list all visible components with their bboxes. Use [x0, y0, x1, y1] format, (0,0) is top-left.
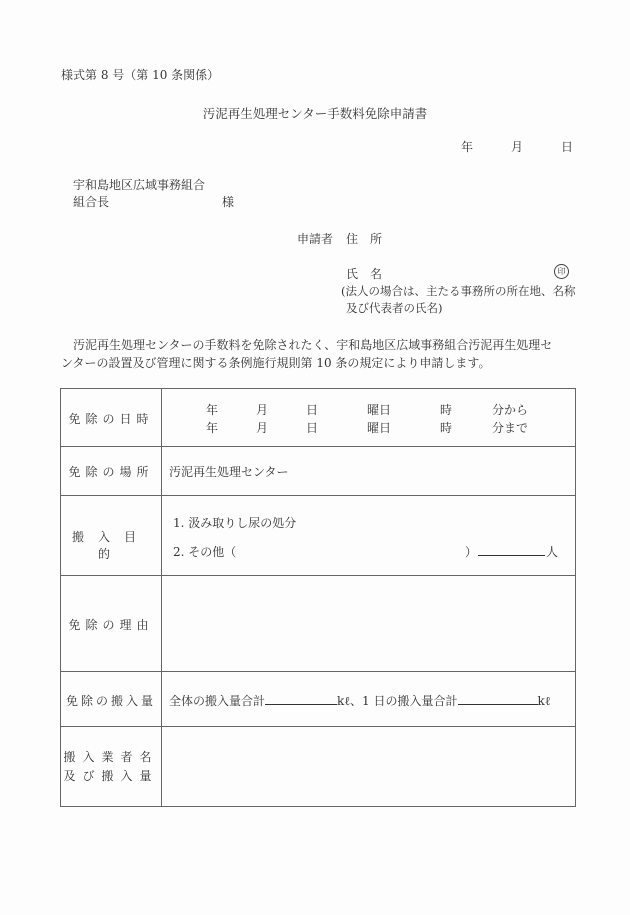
row-reason [61, 575, 575, 672]
row-purpose [61, 495, 575, 576]
vendor-label-line1: 搬入業者名 [63, 750, 159, 764]
total-amount-label: 全体の搬入量合計 [169, 694, 266, 708]
place-value: 汚泥再生処理センター [169, 465, 289, 479]
daily-amount-label: kℓ、1 日の搬入量合計 [337, 694, 458, 708]
date-day-label: 日 [561, 140, 574, 154]
application-table [60, 388, 576, 807]
applicant-label: 申請者 [297, 232, 334, 246]
to-year: 年 [206, 421, 219, 435]
from-weekday: 曜日 [367, 403, 392, 417]
vendor-label-line2: 及び搬入量 [63, 769, 159, 783]
purpose-label: 搬入目的 [71, 530, 150, 561]
amount-label: 免除の搬入量 [65, 694, 156, 708]
row-place [61, 446, 575, 496]
row-datetime [61, 389, 575, 447]
purpose-item-2-close: ） [465, 545, 478, 559]
persons-field[interactable] [478, 543, 545, 559]
seal-icon: 印 [554, 264, 569, 279]
document-title: 汚泥再生処理センター手数料免除申請書 [202, 106, 428, 121]
amount-text [169, 692, 551, 709]
body-text-line1: 汚泥再生処理センターの手数料を免除されたく、宇和島地区広域事務組合汚泥再生処理セ [73, 338, 553, 352]
purpose-item-2: 2. その他（ [173, 545, 237, 559]
date-month-label: 月 [511, 140, 524, 154]
applicant-address-label: 住 所 [346, 232, 383, 246]
from-minute: 分から [492, 403, 529, 417]
applicant-name-label: 氏 名 [346, 267, 383, 281]
to-hour: 時 [440, 421, 453, 435]
amount-unit: kℓ [537, 694, 551, 708]
to-month: 月 [256, 421, 269, 435]
date-year-label: 年 [461, 140, 474, 154]
to-minute: 分まで [492, 421, 529, 435]
to-day: 日 [306, 421, 319, 435]
total-amount-field[interactable] [265, 692, 337, 705]
purpose-item-1: 1. 汲み取りし尿の処分 [173, 516, 297, 530]
form-number: 様式第 8 号（第 10 条関係） [61, 68, 220, 82]
to-weekday: 曜日 [367, 421, 392, 435]
applicant-note-line1: (法人の場合は、主たる事務所の所在地、名称 [341, 284, 576, 298]
addressee-position: 組合長 [73, 195, 110, 209]
from-year: 年 [206, 403, 219, 417]
place-label: 免除の場所 [68, 465, 154, 479]
row-vendor [61, 726, 575, 806]
body-text-line2: ンターの設置及び管理に関する条例施行規則第 10 条の規定により申請します。 [61, 356, 491, 370]
from-month: 月 [256, 403, 269, 417]
from-hour: 時 [440, 403, 453, 417]
persons-unit: 人 [546, 545, 559, 559]
daily-amount-field[interactable] [458, 692, 538, 705]
addressee-honorific: 様 [222, 195, 235, 209]
datetime-label: 免除の日時 [68, 412, 154, 426]
row-amount [61, 671, 575, 727]
applicant-note-line2: 及び代表者の氏名) [346, 301, 443, 315]
reason-label: 免除の理由 [68, 618, 154, 632]
from-day: 日 [306, 403, 319, 417]
addressee-org: 宇和島地区広域事務組合 [73, 178, 206, 192]
